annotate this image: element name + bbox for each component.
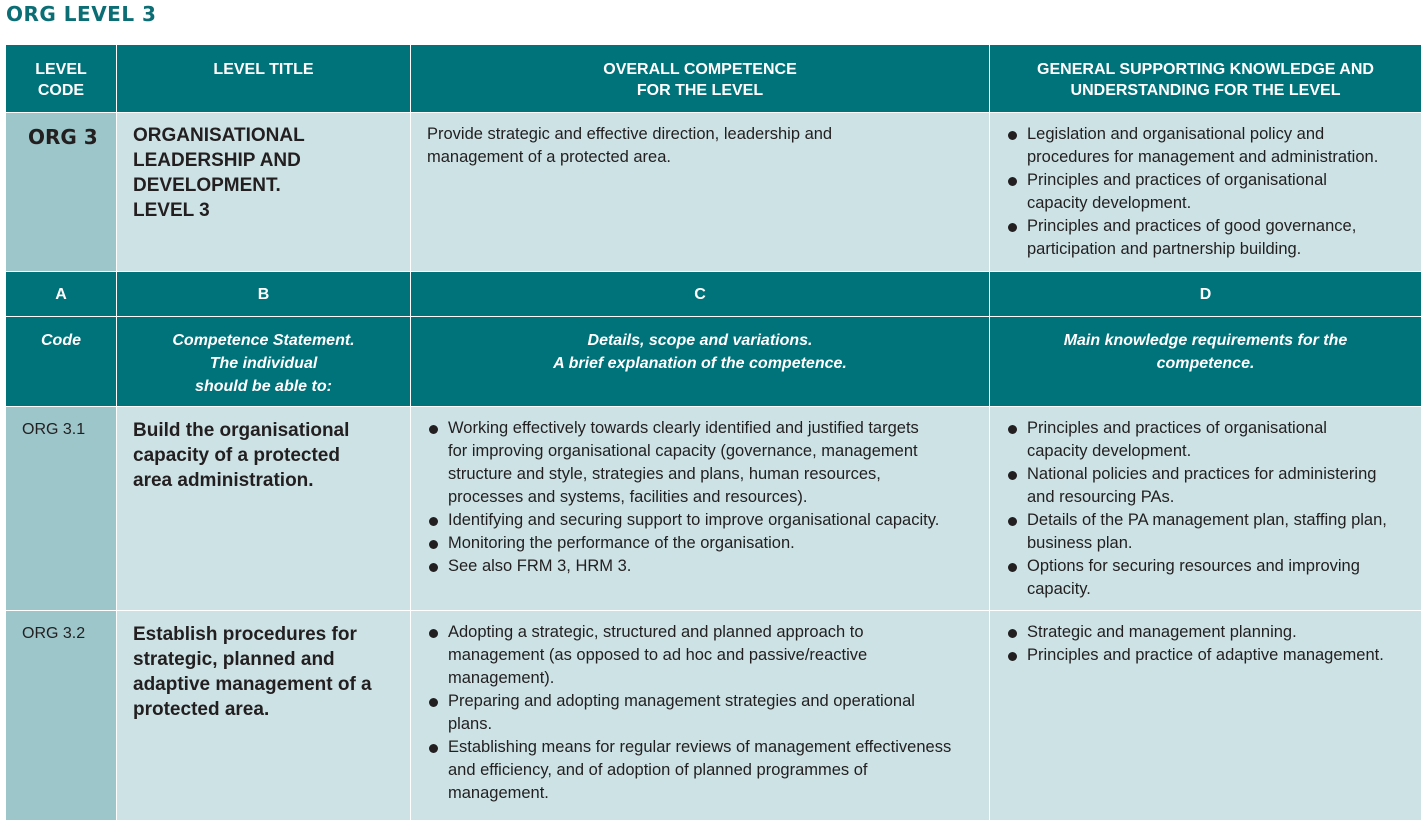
row-knowledge-cell bbox=[990, 407, 1422, 611]
list-item-line: Principles and practices of organisational bbox=[1027, 419, 1327, 437]
list-item-line: processes and systems, facilities and resources). bbox=[448, 488, 808, 506]
bullet-icon bbox=[1008, 629, 1017, 638]
list-item-line: Working effectively towards clearly identified and justified targets bbox=[448, 419, 919, 437]
row-code: ORG 3.1 bbox=[22, 421, 86, 438]
bullet-icon bbox=[429, 425, 438, 434]
subheader-row bbox=[6, 317, 1422, 407]
level-competence-line: management of a protected area. bbox=[427, 148, 671, 166]
bullet-icon bbox=[1008, 131, 1017, 140]
list-item-line: Establishing means for regular reviews of management effectiveness bbox=[448, 738, 952, 756]
letter-a: A bbox=[6, 272, 117, 317]
bullet-icon bbox=[1008, 652, 1017, 661]
header-level-code bbox=[6, 45, 117, 113]
list-item bbox=[427, 509, 975, 532]
list-item-line: Options for securing resources and improving bbox=[1027, 557, 1360, 575]
list-item-line: Monitoring the performance of the organisation. bbox=[448, 534, 795, 552]
list-item-line: plans. bbox=[448, 715, 493, 733]
letter-c: C bbox=[411, 272, 990, 317]
bullet-icon bbox=[1008, 223, 1017, 232]
list-item-line: Legislation and organisational policy and bbox=[1027, 125, 1325, 143]
list-item-line: Strategic and management planning. bbox=[1027, 623, 1297, 641]
list-item-line: Identifying and securing support to improve organisational capacity. bbox=[448, 511, 940, 529]
row-statement-cell bbox=[117, 407, 411, 611]
list-item bbox=[1006, 555, 1407, 601]
level-knowledge-cell bbox=[990, 113, 1422, 272]
level-code-cell bbox=[6, 113, 117, 272]
level-competence-line: Provide strategic and effective direction, leadership and bbox=[427, 125, 833, 143]
header-overall-competence bbox=[411, 45, 990, 113]
list-item-line: and resourcing PAs. bbox=[1027, 488, 1175, 506]
list-item-line: management (as opposed to ad hoc and passive/reactive bbox=[448, 646, 868, 664]
row-statement-cell bbox=[117, 611, 411, 821]
level-competence-cell bbox=[411, 113, 990, 272]
bullet-icon bbox=[1008, 517, 1017, 526]
list-item-line: management). bbox=[448, 669, 555, 687]
list-item-line: participation and partnership building. bbox=[1027, 240, 1302, 258]
letter-d: D bbox=[990, 272, 1422, 317]
list-item bbox=[1006, 644, 1407, 667]
letter-b: B bbox=[117, 272, 411, 317]
row-details-list bbox=[411, 611, 989, 805]
bullet-icon bbox=[429, 698, 438, 707]
table-row bbox=[6, 407, 1422, 611]
header-level-title-text: LEVEL TITLE bbox=[213, 61, 314, 78]
row-details-cell bbox=[411, 611, 990, 821]
bullet-icon bbox=[429, 744, 438, 753]
header-level-title bbox=[117, 45, 411, 113]
list-item-line: and efficiency, and of adoption of planned programmes of bbox=[448, 761, 868, 779]
bullet-icon bbox=[1008, 177, 1017, 186]
level-title-line: DEVELOPMENT. bbox=[133, 175, 281, 196]
list-item bbox=[427, 621, 975, 690]
subheader-statement-line: The individual bbox=[209, 355, 318, 372]
list-item-line: capacity. bbox=[1027, 580, 1091, 598]
row-details-cell bbox=[411, 407, 990, 611]
page-title: ORG LEVEL 3 bbox=[6, 2, 157, 26]
list-item-line: Principles and practice of adaptive management. bbox=[1027, 646, 1384, 664]
header-general-knowledge-line: GENERAL SUPPORTING KNOWLEDGE AND bbox=[1037, 61, 1374, 78]
row-knowledge-list bbox=[990, 407, 1421, 601]
list-item-line: business plan. bbox=[1027, 534, 1133, 552]
bullet-icon bbox=[1008, 425, 1017, 434]
list-item bbox=[1006, 123, 1407, 169]
row-statement-line: protected area. bbox=[133, 699, 270, 720]
list-item bbox=[427, 532, 975, 555]
row-code: ORG 3.2 bbox=[22, 625, 86, 642]
header-general-knowledge bbox=[990, 45, 1422, 113]
subheader-knowledge-line: Main knowledge requirements for the bbox=[1063, 332, 1348, 349]
level-row bbox=[6, 113, 1422, 272]
list-item bbox=[1006, 463, 1407, 509]
bullet-icon bbox=[429, 540, 438, 549]
list-item bbox=[1006, 215, 1407, 261]
bullet-icon bbox=[429, 563, 438, 572]
list-item bbox=[1006, 621, 1407, 644]
list-item-line: Principles and practices of organisational bbox=[1027, 171, 1327, 189]
list-item bbox=[427, 690, 975, 736]
list-item-line: for improving organisational capacity (governance, management bbox=[448, 442, 918, 460]
level-title-line: LEVEL 3 bbox=[133, 200, 210, 221]
level-title-line: LEADERSHIP AND bbox=[133, 150, 301, 171]
subheader-knowledge-line: competence. bbox=[1156, 355, 1255, 372]
letters-row bbox=[6, 272, 1422, 317]
row-statement-line: strategic, planned and bbox=[133, 649, 335, 670]
row-statement-line: Establish procedures for bbox=[133, 624, 357, 645]
list-item bbox=[427, 417, 975, 509]
bullet-icon bbox=[1008, 471, 1017, 480]
list-item-line: Principles and practices of good governance, bbox=[1027, 217, 1357, 235]
subheader-knowledge bbox=[990, 317, 1422, 407]
bullet-icon bbox=[1008, 563, 1017, 572]
level-title-line: ORGANISATIONAL bbox=[133, 125, 305, 146]
row-knowledge-list bbox=[990, 611, 1421, 667]
list-item-line: procedures for management and administration. bbox=[1027, 148, 1379, 166]
header-general-knowledge-line: UNDERSTANDING FOR THE LEVEL bbox=[1070, 82, 1341, 99]
subheader-details-line: Details, scope and variations. bbox=[587, 332, 813, 349]
row-knowledge-cell bbox=[990, 611, 1422, 821]
subheader-statement bbox=[117, 317, 411, 407]
row-details-list bbox=[411, 407, 989, 578]
row-statement-line: capacity of a protected bbox=[133, 445, 340, 466]
subheader-details-line: A brief explanation of the competence. bbox=[553, 355, 847, 372]
header-level-code-line: CODE bbox=[37, 82, 85, 99]
list-item bbox=[427, 736, 975, 805]
list-item-line: Preparing and adopting management strategies and operational bbox=[448, 692, 915, 710]
list-item-line: Details of the PA management plan, staffing plan, bbox=[1027, 511, 1387, 529]
list-item-line: structure and style, strategies and plans, human resources, bbox=[448, 465, 881, 483]
list-item bbox=[427, 555, 975, 578]
subheader-code bbox=[6, 317, 117, 407]
list-item bbox=[1006, 509, 1407, 555]
row-statement-line: adaptive management of a bbox=[133, 674, 372, 695]
subheader-code-text: Code bbox=[41, 332, 81, 349]
row-code-cell bbox=[6, 611, 117, 821]
level-code: ORG 3 bbox=[28, 125, 98, 149]
level-knowledge-list bbox=[990, 113, 1421, 261]
list-item-line: capacity development. bbox=[1027, 442, 1192, 460]
list-item-line: capacity development. bbox=[1027, 194, 1192, 212]
bullet-icon bbox=[429, 517, 438, 526]
list-item bbox=[1006, 169, 1407, 215]
table-row bbox=[6, 611, 1422, 821]
competence-table bbox=[5, 44, 1422, 821]
list-item-line: See also FRM 3, HRM 3. bbox=[448, 557, 632, 575]
list-item bbox=[1006, 417, 1407, 463]
row-code-cell bbox=[6, 407, 117, 611]
row-statement-line: Build the organisational bbox=[133, 420, 350, 441]
subheader-statement-line: Competence Statement. bbox=[172, 332, 355, 349]
bullet-icon bbox=[429, 629, 438, 638]
level-title-cell bbox=[117, 113, 411, 272]
list-item-line: National policies and practices for administering bbox=[1027, 465, 1377, 483]
row-statement-line: area administration. bbox=[133, 470, 314, 491]
header-level-code-line: LEVEL bbox=[35, 61, 87, 78]
list-item-line: management. bbox=[448, 784, 549, 802]
subheader-statement-line: should be able to: bbox=[195, 378, 332, 395]
subheader-details bbox=[411, 317, 990, 407]
header-overall-competence-line: OVERALL COMPETENCE bbox=[603, 61, 797, 78]
header-overall-competence-line: FOR THE LEVEL bbox=[636, 82, 764, 99]
header-row bbox=[6, 45, 1422, 113]
list-item-line: Adopting a strategic, structured and planned approach to bbox=[448, 623, 864, 641]
